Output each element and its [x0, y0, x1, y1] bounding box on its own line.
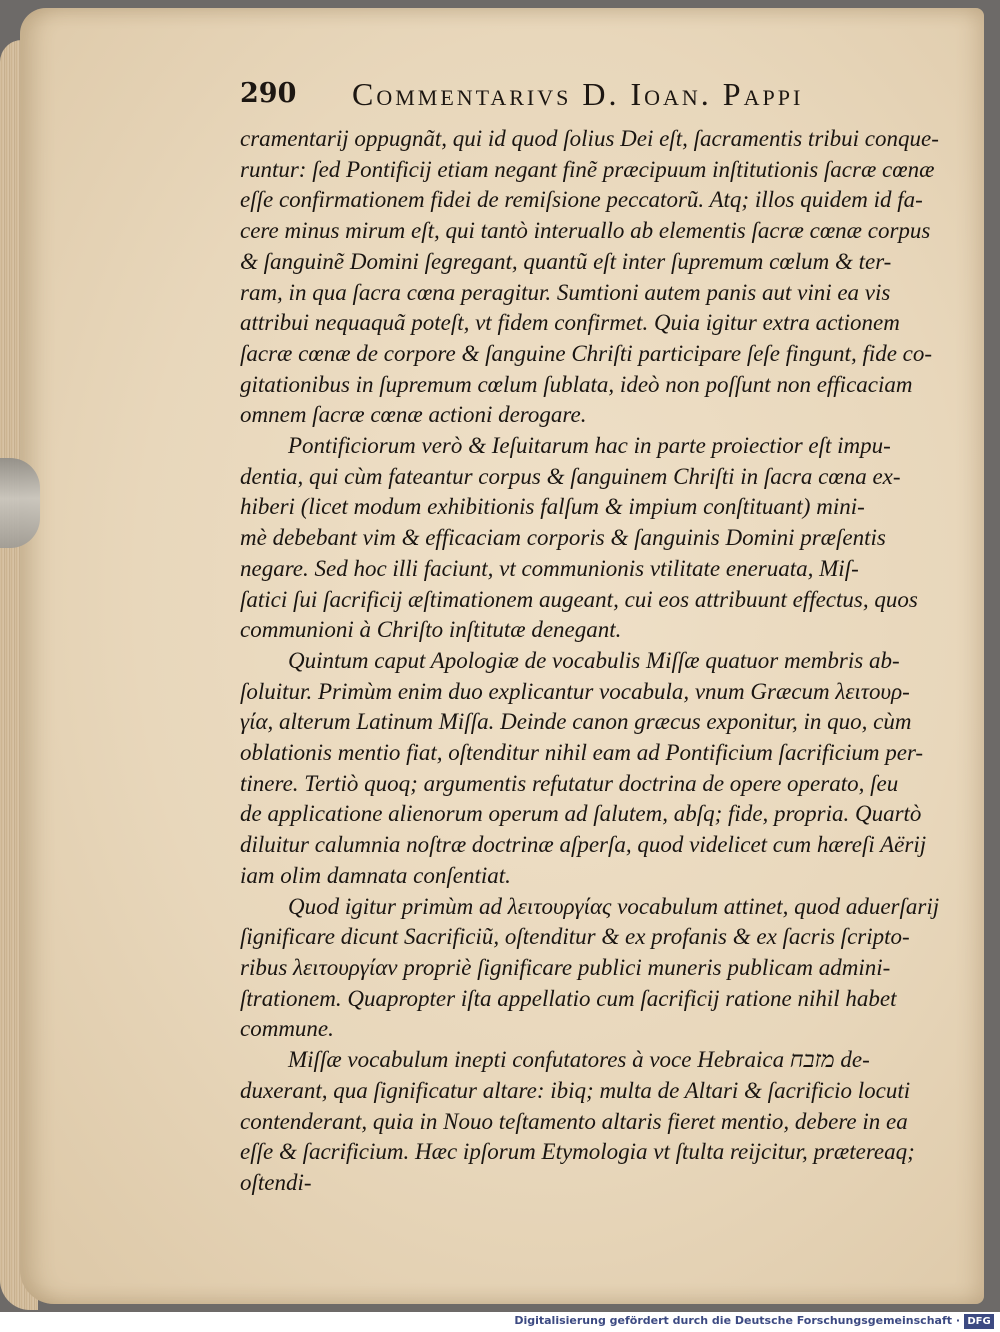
text-line: ſatici ſui ſacrificij æſtimationem augeant, cui eos attribuunt effectus, quos — [240, 586, 918, 612]
paragraph — [240, 646, 940, 892]
text-line: ſtrationem. Quapropter iſta appellatio cum ſacrificij ratione nihil habet — [240, 985, 897, 1011]
page-number: 290 — [240, 78, 297, 109]
paragraph — [240, 124, 940, 431]
text-line: contenderant, quia in Nouo teſtamento altaris fieret mentio, debere in ea — [240, 1108, 908, 1134]
text-line: Miſſæ vocabulum inepti confutatores à voce Hebraica מזבח de- — [288, 1047, 870, 1073]
text-line: Quod igitur primùm ad λειτουργίας vocabulum attinet, quod aduerſarij — [288, 893, 940, 919]
text-line: tinere. Tertiò quoq; argumentis refutatur doctrina de opere operato, ſeu — [240, 770, 899, 796]
text-line: gitationibus in ſupremum cœlum ſublata, ideò non poſſunt non efficaciam — [240, 371, 913, 397]
text-line: commune. — [240, 1016, 334, 1042]
body-text — [240, 124, 940, 1199]
text-line: γία, alterum Latinum Miſſa. Deinde canon græcus exponitur, in quo, cùm — [240, 709, 912, 735]
text-line: de applicatione alienorum operum ad ſalutem, abſq; fide, propria. Quartò — [240, 801, 922, 827]
footer-bar — [0, 1312, 1000, 1332]
text-line: negare. Sed hoc illi faciunt, vt communionis vtilitate eneruata, Miſ- — [240, 555, 859, 581]
bookmark-ribbon — [0, 458, 40, 548]
paragraph — [240, 431, 940, 646]
text-line: iam olim damnata conſentiat. — [240, 862, 511, 888]
text-line: Pontificiorum verò & Ieſuitarum hac in parte proiectior eſt impu- — [288, 433, 891, 459]
text-line: communioni à Chriſto inſtitutæ denegant. — [240, 617, 622, 643]
text-line: oſtendi- — [240, 1169, 312, 1195]
page-header — [240, 76, 920, 118]
text-line: ſignificare dicunt Sacrificiũ, oſtenditur & ex profanis & ex ſacris ſcripto- — [240, 924, 910, 950]
funding-credit: Digitalisierung gefördert durch die Deutsche Forschungsgemeinschaft · — [514, 1314, 960, 1327]
text-line: & ſanguinẽ Domini ſegregant, quantũ eſt inter ſupremum cœlum & ter- — [240, 248, 892, 274]
running-head: Commentarivs D. Ioan. Pappi — [352, 76, 804, 112]
text-line: ſoluitur. Primùm enim duo explicantur vocabula, vnum Græcum λειτουρ- — [240, 678, 910, 704]
text-line: runtur: ſed Pontificij etiam negant finẽ præcipuum inſtitutionis ſacræ cœnæ — [240, 156, 935, 182]
text-line: Quintum caput Apologiæ de vocabulis Miſſæ quatuor membris ab- — [288, 647, 900, 673]
text-line: dentia, qui cùm fateantur corpus & ſanguinem Chriſti in ſacra cœna ex- — [240, 463, 901, 489]
dfg-logo: DFG — [964, 1314, 994, 1329]
text-line: ribus λειτουργίαν propriè ſignificare publici muneris publicam admini- — [240, 954, 891, 980]
text-line: eſſe confirmationem fidei de remiſsione peccatorũ. Atq; illos quidem id fa- — [240, 187, 923, 213]
text-line: diluitur calumnia noſtræ doctrinæ aſperſa, quod videlicet cum hæreſi Aërij — [240, 832, 927, 858]
text-line: oblationis mentio fiat, oſtenditur nihil eam ad Pontificium ſacrificium per- — [240, 740, 924, 766]
text-line: mè debebant vim & efficaciam corporis & ſanguinis Domini præſentis — [240, 525, 886, 551]
text-line: cere minus mirum eſt, qui tantò interuallo ab elementis ſacræ cœnæ corpus — [240, 218, 931, 244]
text-line: eſſe & ſacrificium. Hæc ipſorum Etymologia vt ſtulta reijcitur, prætereaq; — [240, 1139, 915, 1165]
text-line: ſacræ cœnæ de corpore & ſanguine Chriſti participare ſeſe fingunt, fide co- — [240, 340, 933, 366]
text-line: cramentarij oppugnãt, qui id quod ſolius Dei eſt, ſacramentis tribui conque- — [240, 126, 939, 151]
text-line: duxerant, qua ſignificatur altare: ibiq; multa de Altari & ſacrificio locuti — [240, 1077, 911, 1103]
paragraph — [240, 892, 940, 1046]
text-line: hiberi (licet modum exhibitionis falſum & impium conſtituant) mini- — [240, 494, 865, 520]
text-line: attribui nequaquã poteſt, vt fidem confirmet. Quia igitur extra actionem — [240, 310, 900, 336]
text-line: omnem ſacræ cœnæ actioni derogare. — [240, 402, 587, 428]
text-line: ram, in qua ſacra cœna peragitur. Sumtioni autem panis aut vini ea vis — [240, 279, 891, 305]
paragraph — [240, 1045, 940, 1199]
